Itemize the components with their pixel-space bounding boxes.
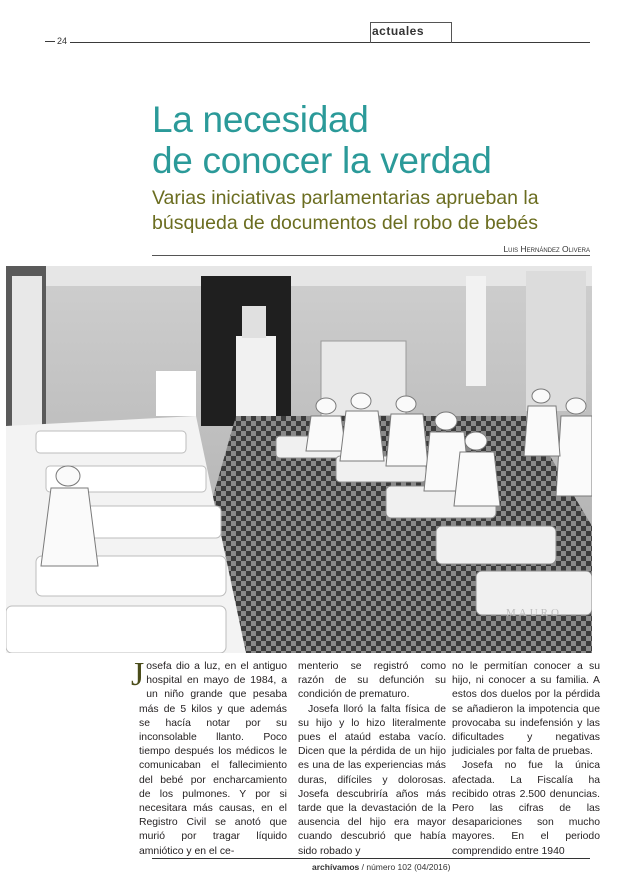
body-column-2	[298, 660, 446, 859]
section-label: actuales	[372, 24, 425, 38]
drop-cap: J	[131, 656, 145, 693]
magazine-name: archívamos	[312, 862, 360, 872]
footer	[312, 862, 450, 872]
author-byline: Luis Hernández Olivera	[503, 244, 590, 254]
paragraph: no le permitían conocer a su hijo, ni conocer a su familia. A estos dos duelos por la pérdida se añadieron la impotencia que provocaba su indefensión y las dificultades y negativas judiciales por falta de pruebas.	[452, 661, 600, 758]
title-line-1: La necesidad	[152, 99, 369, 140]
hospital-ward-photo	[6, 266, 592, 653]
subtitle-line-2: búsqueda de documentos del robo de bebés	[152, 212, 538, 234]
title-line-2: de conocer la verdad	[152, 140, 492, 181]
footer-rule	[152, 858, 590, 859]
header-rule	[70, 42, 590, 43]
body-column-1	[131, 656, 287, 859]
paragraph: Josefa lloró la falta física de su hijo y lo hizo literalmente pues el ataúd estaba vacío. Dicen que la pérdida de un hijo es una de las experiencias más duras, difíciles y dolorosas. Josefa descubriría años más tarde que la devastación de la ausencia del hijo era mayor cuando descubrió que había sido robado y	[298, 703, 446, 857]
paragraph	[131, 656, 287, 859]
byline-rule	[152, 255, 590, 256]
header-rule-left	[45, 41, 55, 42]
article-title	[152, 99, 492, 181]
issue-info: / número 102 (04/2016)	[361, 862, 451, 872]
article-subtitle	[152, 186, 602, 236]
page-number: 24	[57, 36, 68, 46]
subtitle-line-1: Varias iniciativas parlamentarias aprueban la	[152, 187, 539, 209]
paragraph: menterio se registró como razón de su defunción su condición de prematuro.	[298, 661, 446, 701]
photo-watermark: MAURO	[506, 607, 562, 619]
paragraph-text: osefa dio a luz, en el antiguo hospital en mayo de 1984, a un niño grande que pesaba más de 5 kilos y que además se hacía notar por su inconsolable llanto. Poco tiempo después los médicos le comunicaban el fallecimiento del bebé por encharcamiento de los pulmones. Y por si necesitara más causas, en el Registro Civil se anotó que murió por tragar líquido amniótico y en el ce-	[139, 661, 287, 857]
paragraph: Josefa no fue la única afectada. La Fiscalía ha recibido otras 2.500 denuncias. Pero las cifras de las desapariciones son mucho mayores. En el periodo comprendido entre 1940	[452, 760, 600, 857]
body-column-3	[452, 660, 600, 859]
